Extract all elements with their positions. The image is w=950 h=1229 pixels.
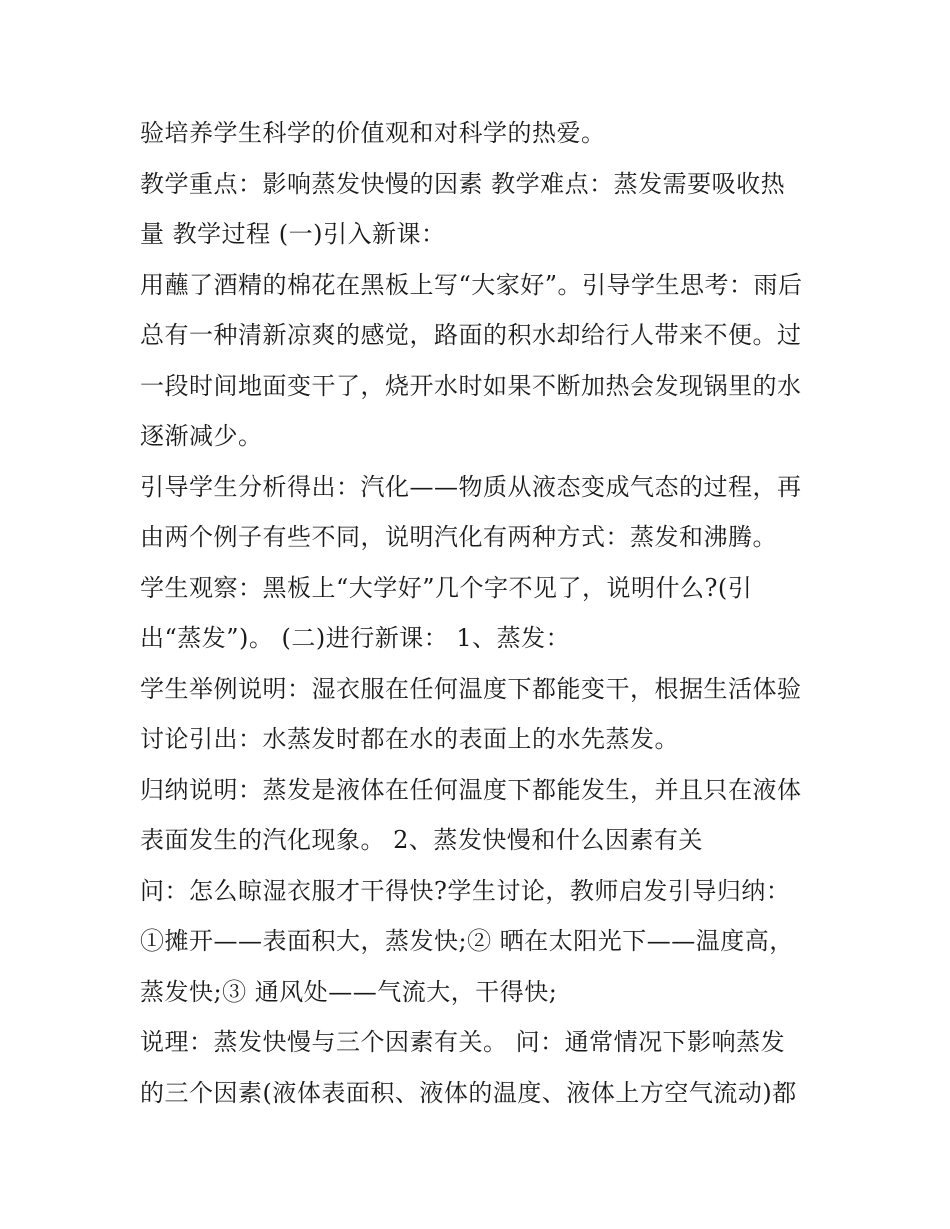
text-line: 出“蒸发”)。 (二)进行新课： 1、蒸发： (140, 624, 571, 652)
text-line: 的三个因素(液体表面积、液体的温度、液体上方空气流动)都 (140, 1078, 797, 1107)
text-line: 讨论引出：水蒸发时都在水的表面上的水先蒸发。 (140, 725, 679, 753)
text-line: 说理：蒸发快慢与三个因素有关。 问：通常情况下影响蒸发 (140, 1028, 786, 1056)
text-line: 量 教学过程 (一)引入新课： (140, 220, 446, 248)
text-line: 教学重点：影响蒸发快慢的因素 教学难点：蒸发需要吸收热 (140, 169, 786, 198)
text-line: 由两个例子有些不同，说明汽化有两种方式：蒸发和沸腾。 (140, 523, 777, 551)
text-line: 引导学生分析得出：汽化——物质从液态变成气态的过程，再 (140, 472, 802, 501)
text-line: 逐渐减少。 (140, 422, 263, 450)
text-line: 一段时间地面变干了，烧开水时如果不断加热会发现锅里的水 (140, 371, 802, 400)
text-line: 验培养学生科学的价值观和对科学的热爱。 (140, 119, 606, 147)
text-line: 学生观察：黑板上“大学好”几个字不见了，说明什么?(引 (140, 573, 753, 602)
document-body (140, 108, 820, 1118)
text-line: 蒸发快;③ 通风处——气流大，干得快; (140, 977, 558, 1006)
text-line: 表面发生的汽化现象。 2、蒸发快慢和什么因素有关 (140, 826, 703, 854)
text-line: 归纳说明：蒸发是液体在任何温度下都能发生，并且只在液体 (140, 775, 802, 804)
text-line: ①摊开——表面积大，蒸发快;② 晒在太阳光下——温度高， (140, 927, 794, 955)
text-line: 用蘸了酒精的棉花在黑板上写“大家好”。引导学生思考：雨后 (140, 270, 803, 299)
text-line: 问：怎么晾湿衣服才干得快?学生讨论，教师启发引导归纳： (140, 876, 791, 905)
text-line: 总有一种清新凉爽的感觉，路面的积水却给行人带来不便。过 (140, 321, 802, 349)
text-line: 学生举例说明：湿衣服在任何温度下都能变干，根据生活体验 (140, 674, 802, 703)
